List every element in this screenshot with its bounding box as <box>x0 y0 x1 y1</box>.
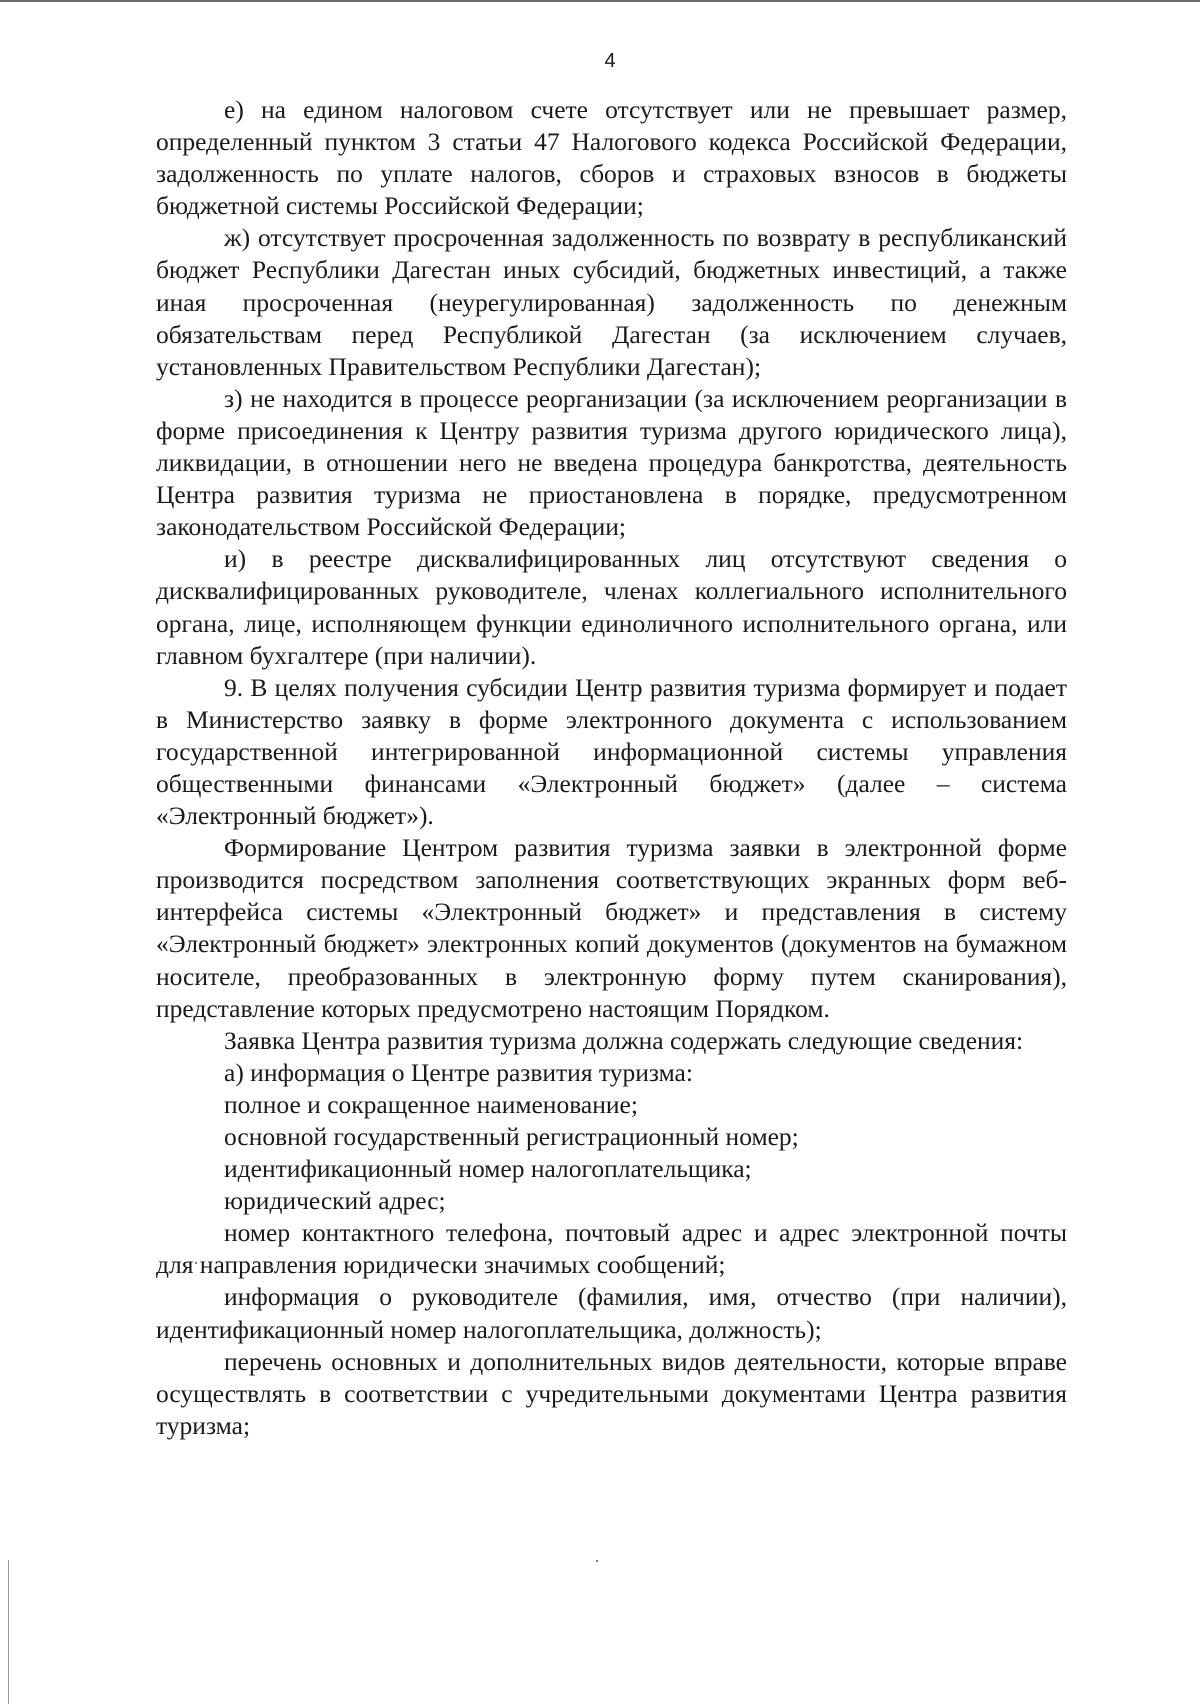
paragraph-item-a: а) информация о Центре развития туризма: <box>224 1057 693 1087</box>
paragraph-item-zh: ж) отсутствует просроченная задолженность по возврату в республиканский бюджет Республики Дагестан иных субсидий, бюджетных инвестиций, а также иная просроченная (неурегулированная) задолженность по денежным обязательствам перед Республикой Дагестан (за исключением случаев, установленных Правительством Республики Дагестан); <box>156 223 1067 381</box>
paragraph-item-i: и) в реестре дисквалифицированных лиц отсутствуют сведения о дисквалифицированных руководителе, членах коллегиального исполнительного органа, лице, исполняющем функции единоличного исполнительного органа, или главном бухгалтере (при наличии). <box>156 544 1067 670</box>
paragraph-full-name: полное и сокращенное наименование; <box>224 1089 638 1119</box>
paragraph-application-forming: Формирование Центром развития туризма заявки в электронной форме производится посредством заполнения соответствующих экранных форм веб-интерфейса системы «Электронный бюджет» и представления в систему «Электронный бюджет» электронных копий документов (документов на бумажном носителе, преобразованных в электронную форму путем сканирования), представление которых предусмотрено настоящим Порядком. <box>156 833 1067 1023</box>
document-body <box>156 94 1067 1442</box>
scan-edge-left <box>8 1560 9 1704</box>
paragraph-inn: идентификационный номер налогоплательщика; <box>224 1154 752 1184</box>
paragraph-activities: перечень основных и дополнительных видов деятельности, которые вправе осуществлять в соответствии с учредительными документами Центра развития туризма; <box>156 1346 1067 1440</box>
scan-edge-top <box>0 0 1200 2</box>
paragraph-item-z: з) не находится в процессе реорганизации (за исключением реорганизации в форме присоединения к Центру развития туризма другого юридического лица), ликвидации, в отношении него не введена процедура банкротства, деятельность Центра развития туризма не приостановлена в порядке, предусмотренном законодательством Российской Федерации; <box>156 383 1067 542</box>
page-number: 4 <box>604 50 616 72</box>
paragraph-head-info: информация о руководителе (фамилия, имя, отчество (при наличии), идентификационный номер налогоплательщика, должность); <box>156 1282 1067 1344</box>
scan-speck <box>596 1560 598 1562</box>
paragraph-clause-9: 9. В целях получения субсидии Центр развития туризма формирует и подает в Министерство заявку в форме электронного документа с использованием государственной интегрированной информационной системы управления общественными финансами «Электронный бюджет» (далее – система «Электронный бюджет»). <box>156 672 1067 831</box>
paragraph-ogrn: основной государственный регистрационный номер; <box>224 1122 799 1151</box>
paragraph-contacts: номер контактного телефона, почтовый адрес и адрес электронной почты для направления юридически значимых сообщений; <box>156 1218 1067 1280</box>
paragraph-legal-address: юридический адрес; <box>224 1186 446 1216</box>
paragraph-application-contents: Заявка Центра развития туризма должна содержать следующие сведения: <box>224 1025 1024 1055</box>
paragraph-item-e: е) на едином налоговом счете отсутствует или не превышает размер, определенный пунктом 3 статьи 47 Налогового кодекса Российской Федерации, задолженность по уплате налогов, сборов и страховых взносов в бюджеты бюджетной системы Российской Федерации; <box>156 95 1067 221</box>
